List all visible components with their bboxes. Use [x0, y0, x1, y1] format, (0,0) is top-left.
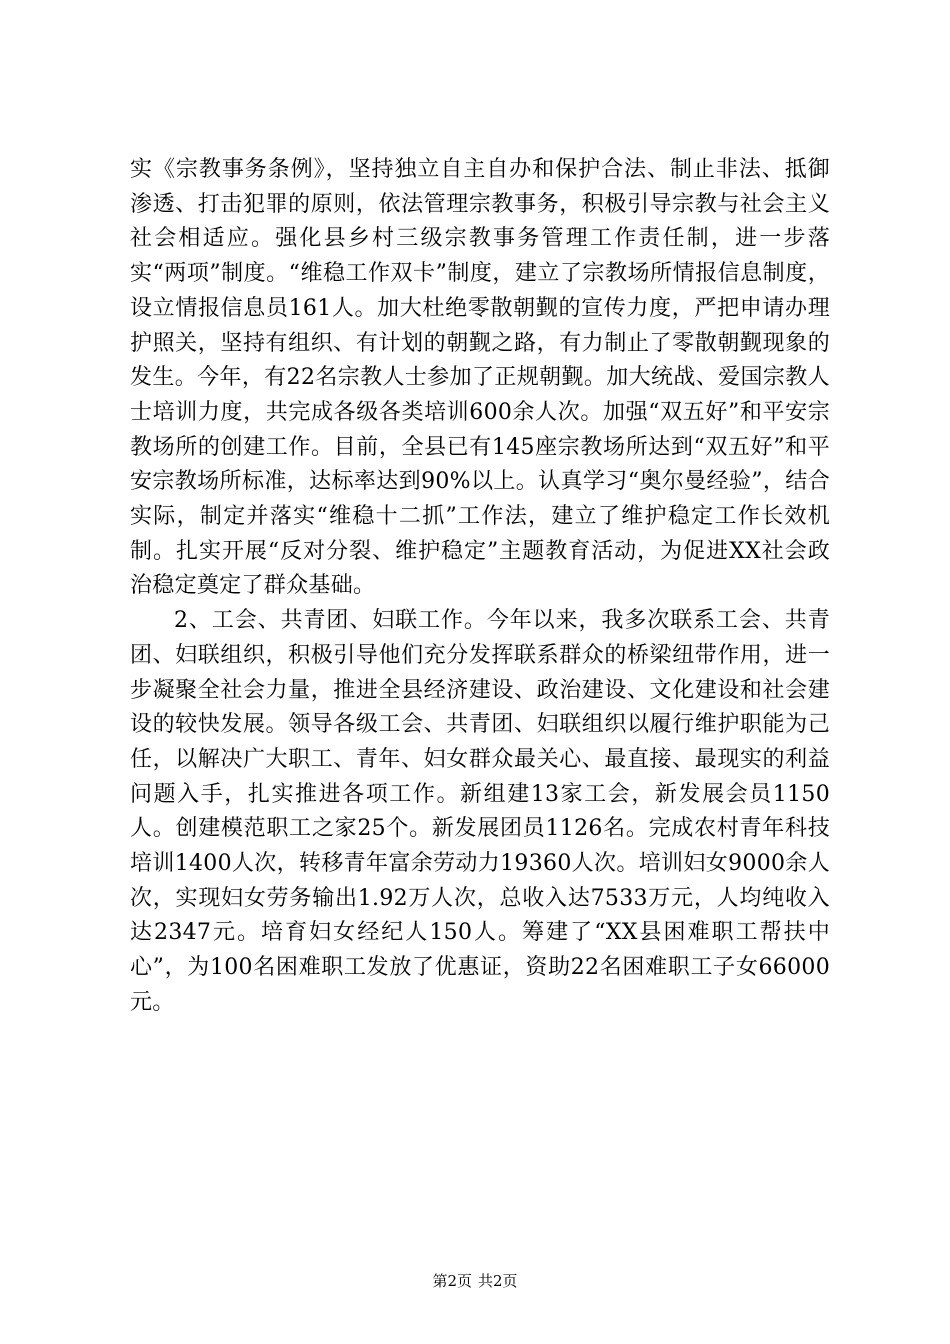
paragraph-unions-youth-women: 2、工会、共青团、妇联工作。今年以来，我多次联系工会、共青团、妇联组织，积极引导他们充分发挥联系群众的桥梁纽带作用，进一步凝聚全社会力量，推进全县经济建设、政治建设、文化建设和社会建设的较快发展。领导各级工会、共青团、妇联组织以履行维护职能为己任，以解决广大职工、青年、妇女群众最关心、最直接、最现实的利益问题入手，扎实推进各项工作。新组建13家工会，新发展会员1150人。创建模范职工之家25个。新发展团员1126名。完成农村青年科技培训1400人次，转移青年富余劳动力19360人次。培训妇女9000余人次，实现妇女劳务输出1.92万人次，总收入达7533万元，人均纯收入达2347元。培育妇女经纪人150人。筹建了“XX县困难职工帮扶中心”，为100名困难职工发放了优惠证，资助22名困难职工子女66000元。 — [130, 608, 830, 1015]
page-total: 共2页 — [478, 1272, 518, 1290]
page-footer — [0, 1271, 950, 1291]
paragraph-religious-affairs: 实《宗教事务条例》，坚持独立自主自办和保护合法、制止非法、抵御渗透、打击犯罪的原则，依法管理宗教事务，积极引导宗教与社会主义社会相适应。强化县乡村三级宗教事务管理工作责任制，进一步落实“两项”制度。“维稳工作双卡”制度，建立了宗教场所情报信息制度，设立情报信息员161人。加大杜绝零散朝觐的宣传力度，严把申请办理护照关，坚持有组织、有计划的朝觐之路，有力制止了零散朝觐现象的发生。今年，有22名宗教人士参加了正规朝觐。加大统战、爱国宗教人士培训力度，共完成各级各类培训600余人次。加强“双五好”和平安宗教场所的创建工作。目前，全县已有145座宗教场所达到“双五好”和平安宗教场所标准，达标率达到90%以上。认真学习“奥尔曼经验”，结合实际，制定并落实“维稳十二抓”工作法，建立了维护稳定工作长效机制。扎实开展“反对分裂、维护稳定”主题教育活动，为促进XX社会政治稳定奠定了群众基础。 — [130, 157, 830, 599]
document-body — [130, 153, 830, 1021]
page-number: 第2页 — [432, 1272, 472, 1290]
